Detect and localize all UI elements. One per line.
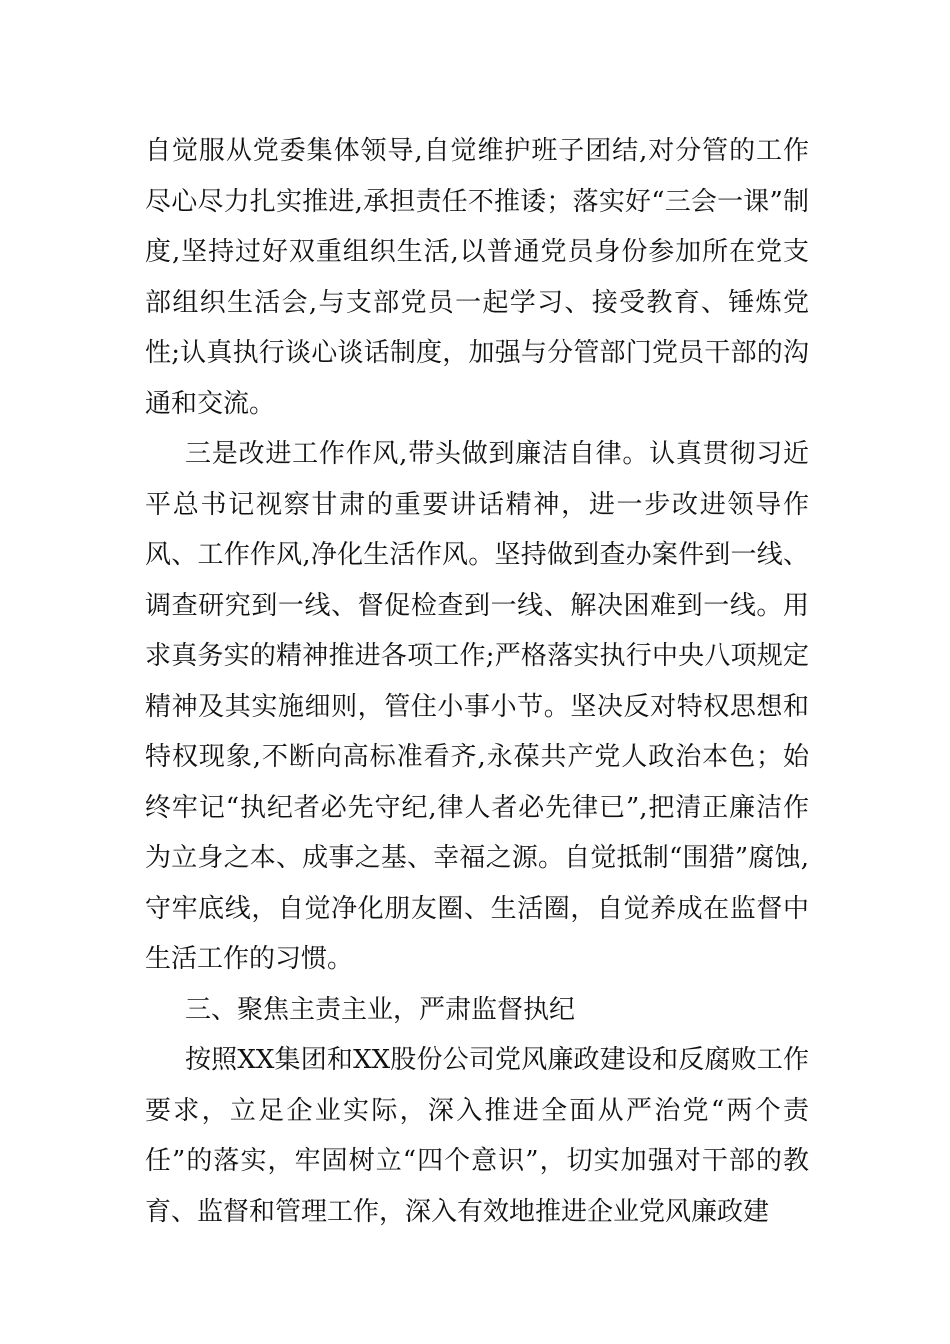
section-heading: 三、聚焦主责主业，严肃监督执纪	[185, 994, 576, 1025]
document-body	[145, 126, 809, 1237]
body-paragraph: 三是改进工作作风,带头做到廉洁自律。认真贯彻习近平总书记视察甘肃的重要讲话精神，进一步改进领导作风、工作作风,净化生活作风。坚持做到查办案件到一线、调查研究到一线、督促检查到一线、解决困难到一线。用求真务实的精神推进各项工作;严格落实执行中央八项规定精神及其实施细则，管住小事小节。坚决反对特权思想和特权现象,不断向高标准看齐,永葆共产党人政治本色；始终牢记“执纪者必先守纪,律人者必先律已”,把清正廉洁作为立身之本、成事之基、幸福之源。自觉抵制“围猎”腐蚀,守牢底线，自觉净化朋友圈、生活圈，自觉养成在监督中生活工作的习惯。	[145, 439, 809, 974]
body-paragraph: 自觉服从党委集体领导,自觉维护班子团结,对分管的工作尽心尽力扎实推进,承担责任不推诿；落实好“三会一课”制度,坚持过好双重组织生活,以普通党员身份参加所在党支部组织生活会,与支部党员一起学习、接受教育、锤炼党性;认真执行谈心谈话制度，加强与分管部门党员干部的沟通和交流。	[145, 136, 809, 419]
body-paragraph: 按照XX集团和XX股份公司党风廉政建设和反腐败工作要求，立足企业实际，深入推进全面从严治党“两个责任”的落实，牢固树立“四个意识”，切实加强对干部的教育、监督和管理工作，深入有效地推进企业党风廉政建	[145, 1045, 809, 1227]
